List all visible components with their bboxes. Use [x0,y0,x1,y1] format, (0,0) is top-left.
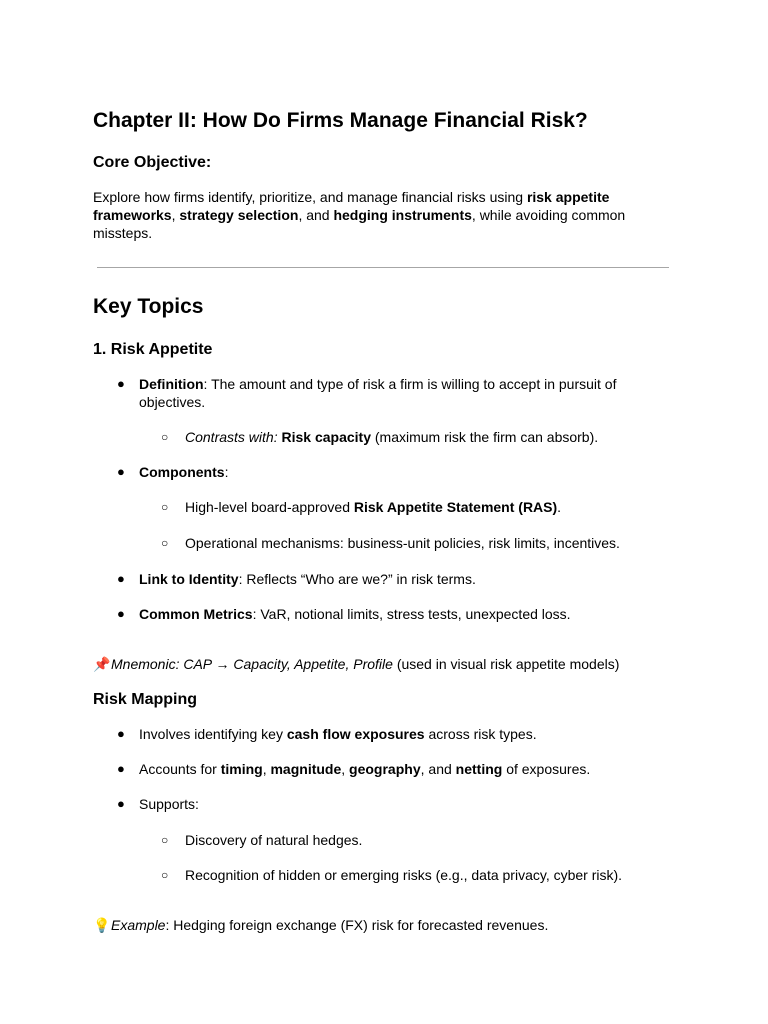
bullet-icon: ● [117,606,125,621]
example-line: 💡Example: Hedging foreign exchange (FX) risk for forecasted revenues. [93,917,549,933]
sub-bullet-icon: ○ [161,868,169,882]
core-objective-heading: Core Objective: [93,154,212,171]
pushpin-icon: 📌 [93,656,111,672]
metrics-item: Common Metrics: VaR, notional limits, stress tests, unexpected loss. [139,606,571,622]
supports-item: Supports: [139,796,199,812]
ras-sub-item: High-level board-approved Risk Appetite Statement (RAS). [185,499,562,515]
natural-hedges-sub-item: Discovery of natural hedges. [185,832,363,848]
bullet-icon: ● [117,726,125,741]
bullet-icon: ● [117,464,125,479]
risk-mapping-heading: Risk Mapping [93,691,198,708]
sub-bullet-icon: ○ [161,833,169,847]
emerging-risks-sub-item: Recognition of hidden or emerging risks (e.g., data privacy, cyber risk). [185,867,623,883]
identity-item: Link to Identity: Reflects “Who are we?” in risk terms. [139,571,476,587]
definition-item: Definition: The amount and type of risk a firm is willing to accept in pursuit of objectives. [139,376,617,410]
bullet-icon: ● [117,376,125,391]
operational-sub-item: Operational mechanisms: business-unit policies, risk limits, incentives. [185,535,620,551]
lightbulb-icon: 💡 [93,917,111,933]
key-topics-heading: Key Topics [93,295,204,318]
core-objective-text: Explore how firms identify, prioritize, and manage financial risks using risk appetite frameworks, strategy selection, and hedging instruments, while avoiding common missteps. [93,189,626,241]
sub-bullet-icon: ○ [161,500,169,514]
sub-bullet-icon: ○ [161,536,169,550]
components-item: Components: [139,464,229,480]
mnemonic-line: 📌Mnemonic: CAP → Capacity, Appetite, Profile (used in visual risk appetite models) [93,656,620,672]
chapter-title: Chapter II: How Do Firms Manage Financial Risk? [93,109,588,132]
contrast-sub-item: Contrasts with: Risk capacity (maximum risk the firm can absorb). [185,429,599,445]
accounts-item: Accounts for timing, magnitude, geography, and netting of exposures. [139,761,591,777]
risk-appetite-heading: 1. Risk Appetite [93,341,213,358]
bullet-icon: ● [117,571,125,586]
horizontal-divider [97,267,669,268]
bullet-icon: ● [117,796,125,811]
bullet-icon: ● [117,761,125,776]
sub-bullet-icon: ○ [161,430,169,444]
cash-flow-item: Involves identifying key cash flow exposures across risk types. [139,726,537,742]
